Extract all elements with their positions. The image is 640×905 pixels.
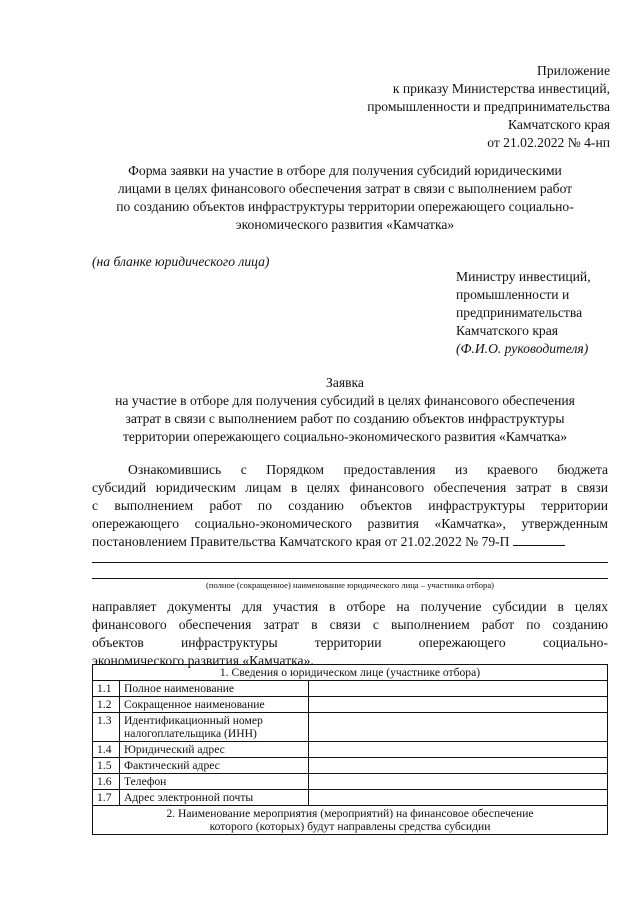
row-label: Сокращенное наименование [120, 697, 309, 713]
row-value-cell[interactable] [309, 774, 608, 790]
row-value-cell[interactable] [309, 713, 608, 742]
section2-title-line: 2. Наименование мероприятия (мероприятий) на финансовое обеспечение [166, 807, 534, 820]
row-number: 1.4 [93, 742, 120, 758]
appendix-line: промышленности и предпринимательства [367, 99, 610, 114]
addressee-line: предпринимательства [456, 305, 583, 320]
addressee-block [456, 268, 591, 358]
row-label: Идентификационный номер налогоплательщика (ИНН) [120, 713, 309, 742]
row-label: Адрес электронной почты [120, 790, 309, 806]
applicant-info-table [92, 664, 608, 835]
applicant-name-line[interactable] [92, 562, 608, 563]
form-title-line: по созданию объектов инфраструктуры территории опережающего социально- [116, 199, 574, 214]
row-number: 1.7 [93, 790, 120, 806]
row-number: 1.3 [93, 713, 120, 742]
fill-in-blank[interactable] [513, 533, 565, 546]
row-label: Полное наименование [120, 681, 309, 697]
application-subtitle-line: на участие в отборе для получения субсидий в целях финансового обеспечения [115, 393, 575, 408]
row-value-cell[interactable] [309, 758, 608, 774]
applicant-name-line[interactable] [92, 578, 608, 579]
documents-line: объектов инфраструктуры территории опережающего социально- [92, 635, 608, 650]
table-section-header [93, 806, 608, 835]
row-number: 1.2 [93, 697, 120, 713]
application-heading [80, 374, 610, 446]
form-title-line: Форма заявки на участие в отборе для получения субсидий юридическими [128, 163, 562, 178]
table-row [93, 681, 608, 697]
table-row [93, 758, 608, 774]
table-row [93, 742, 608, 758]
intro-line: постановлением Правительства Камчатского края от 21.02.2022 № 79-П [92, 534, 510, 549]
head-name-placeholder: (Ф.И.О. руководителя) [456, 341, 589, 356]
addressee-line: промышленности и [456, 287, 570, 302]
appendix-line: Камчатского края [507, 117, 610, 132]
table-row [93, 713, 608, 742]
row-value-cell[interactable] [309, 697, 608, 713]
row-label: Юридический адрес [120, 742, 309, 758]
letterhead-note: (на бланке юридического лица) [92, 254, 270, 269]
documents-line: экономического развития «Камчатка». [92, 653, 314, 668]
appendix-header [367, 62, 610, 152]
intro-line: субсидий юридическим лицам в целях финансового обеспечения затрат в связи [92, 480, 608, 495]
section2-title-line: которого (которых) будут направлены средства субсидии [209, 820, 491, 833]
row-label: Фактический адрес [120, 758, 309, 774]
row-value-cell[interactable] [309, 681, 608, 697]
section2-title [93, 806, 608, 835]
intro-paragraph [92, 461, 608, 551]
table-row [93, 790, 608, 806]
form-title-line: экономического развития «Камчатка» [235, 217, 455, 232]
form-title [80, 162, 610, 234]
applicant-caption: (полное (сокращенное) наименование юридического лица – участника отбора) [205, 580, 495, 590]
intro-line: опережающего социально-экономического развития «Камчатка», утвержденным [92, 516, 608, 531]
appendix-line: Приложение [537, 63, 610, 78]
documents-paragraph [92, 598, 608, 670]
intro-line: с выполнением работ по созданию объектов инфраструктуры территории [92, 498, 608, 513]
row-number: 1.6 [93, 774, 120, 790]
application-title: Заявка [326, 375, 364, 390]
table-section-header [93, 665, 608, 681]
documents-line: финансового обеспечения затрат в связи с выполнением работ по созданию [92, 617, 608, 632]
row-number: 1.5 [93, 758, 120, 774]
row-value-cell[interactable] [309, 742, 608, 758]
application-subtitle-line: затрат в связи с выполнением работ по созданию объектов инфраструктуры [125, 411, 565, 426]
application-subtitle-line: территории опережающего социально-экономического развития «Камчатка» [122, 429, 568, 444]
addressee-line: Министру инвестиций, [456, 269, 591, 284]
appendix-line: к приказу Министерства инвестиций, [392, 81, 610, 96]
row-value-cell[interactable] [309, 790, 608, 806]
row-label: Телефон [120, 774, 309, 790]
section1-title: 1. Сведения о юридическом лице (участнике отбора) [93, 665, 608, 681]
form-title-line: лицами в целях финансового обеспечения затрат в связи с выполнением работ [117, 181, 573, 196]
documents-line: направляет документы для участия в отборе на получение субсидии в целях [92, 599, 608, 614]
addressee-line: Камчатского края [456, 323, 559, 338]
table-row [93, 774, 608, 790]
intro-line: Ознакомившись с Порядком предоставления из краевого бюджета [128, 462, 608, 477]
row-number: 1.1 [93, 681, 120, 697]
appendix-line: от 21.02.2022 № 4-нп [487, 135, 610, 150]
intro-last-line [92, 533, 608, 551]
table-row [93, 697, 608, 713]
